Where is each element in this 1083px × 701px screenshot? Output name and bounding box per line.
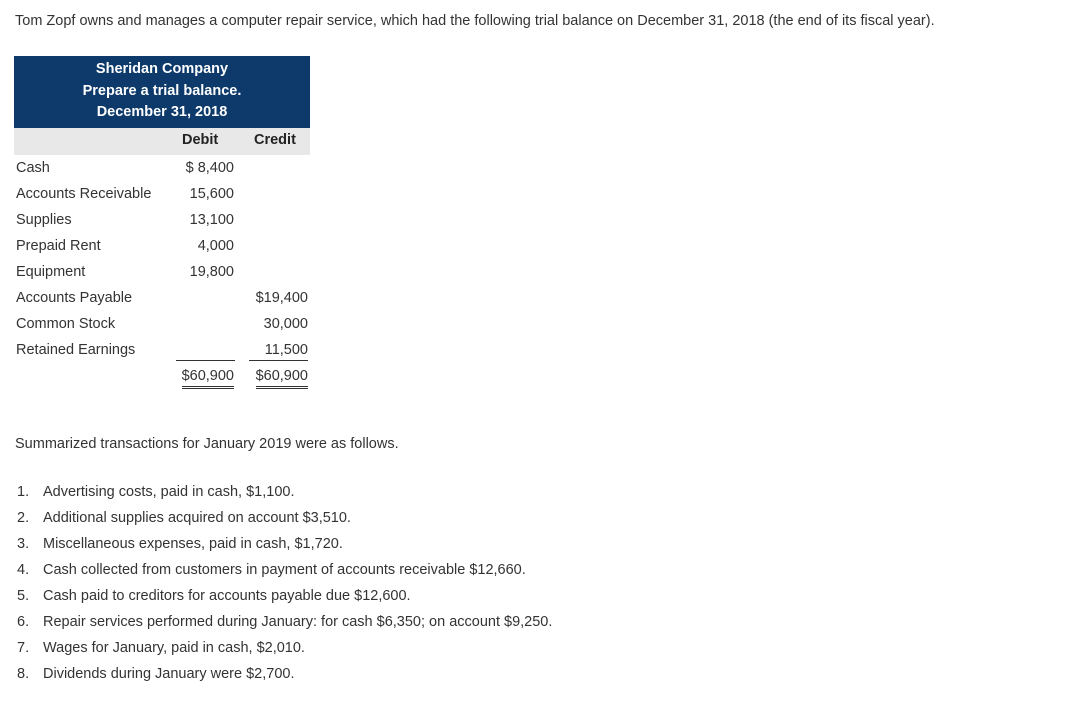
statement-subtitle: Prepare a trial balance.	[82, 82, 242, 99]
intro-text: Tom Zopf owns and manages a computer repair service, which had the following trial balance on December 31, 2018 (the end of its fiscal year).	[15, 13, 935, 29]
item-number: 3.	[17, 536, 30, 552]
account-name: Equipment	[16, 263, 86, 280]
account-name: Accounts Receivable	[16, 185, 152, 202]
table-row	[14, 155, 310, 181]
total-debit: $60,900	[182, 366, 234, 389]
account-name: Cash	[16, 159, 50, 176]
account-name: Accounts Payable	[16, 289, 133, 306]
total-credit: $60,900	[256, 366, 308, 389]
credit-underline	[249, 360, 308, 361]
column-headers	[14, 128, 310, 155]
item-text: Cash collected from customers in payment of accounts receivable $12,660.	[43, 562, 526, 578]
item-text: Cash paid to creditors for accounts payable due $12,600.	[43, 588, 411, 604]
item-number: 8.	[17, 666, 30, 682]
table-row	[14, 259, 310, 285]
debit-header: Debit	[182, 131, 219, 148]
debit-amount: 15,600	[189, 185, 234, 202]
list-item	[17, 534, 552, 560]
credit-amount: 30,000	[263, 315, 308, 332]
account-name: Retained Earnings	[16, 341, 136, 358]
debit-amount: 4,000	[197, 237, 234, 254]
account-name: Supplies	[16, 211, 72, 228]
item-text: Wages for January, paid in cash, $2,010.	[43, 640, 305, 656]
transactions-list	[17, 482, 552, 690]
trial-balance-header	[14, 56, 310, 128]
table-row	[14, 207, 310, 233]
statement-date: December 31, 2018	[96, 104, 228, 120]
table-row	[14, 181, 310, 207]
item-number: 4.	[17, 562, 30, 578]
list-item	[17, 638, 552, 664]
table-row	[14, 233, 310, 259]
debit-underline	[176, 360, 235, 361]
totals-row	[14, 363, 310, 389]
item-number: 1.	[17, 484, 30, 500]
item-text: Advertising costs, paid in cash, $1,100.	[43, 484, 295, 500]
item-text: Miscellaneous expenses, paid in cash, $1,720.	[43, 536, 343, 552]
item-text: Dividends during January were $2,700.	[43, 666, 295, 682]
list-item	[17, 664, 552, 690]
account-name: Prepaid Rent	[16, 237, 101, 254]
list-item	[17, 612, 552, 638]
list-item	[17, 560, 552, 586]
list-item	[17, 508, 552, 534]
trial-balance-table	[14, 56, 310, 389]
item-number: 7.	[17, 640, 30, 656]
item-text: Additional supplies acquired on account $3,510.	[43, 510, 351, 526]
item-number: 6.	[17, 614, 30, 630]
company-name: Sheridan Company	[95, 61, 229, 77]
credit-amount: $19,400	[255, 289, 308, 306]
debit-amount: $ 8,400	[185, 159, 234, 176]
item-text: Repair services performed during January: for cash $6,350; on account $9,250.	[43, 614, 553, 630]
account-name: Common Stock	[16, 315, 116, 332]
list-item	[17, 482, 552, 508]
item-number: 2.	[17, 510, 30, 526]
debit-amount: 13,100	[189, 211, 234, 228]
credit-amount: 11,500	[264, 341, 308, 358]
credit-header: Credit	[254, 131, 296, 148]
list-item	[17, 586, 552, 612]
table-row	[14, 337, 310, 363]
item-number: 5.	[17, 588, 30, 604]
debit-amount: 19,800	[189, 263, 234, 280]
table-row	[14, 311, 310, 337]
table-row	[14, 285, 310, 311]
summary-text: Summarized transactions for January 2019 were as follows.	[15, 436, 399, 452]
